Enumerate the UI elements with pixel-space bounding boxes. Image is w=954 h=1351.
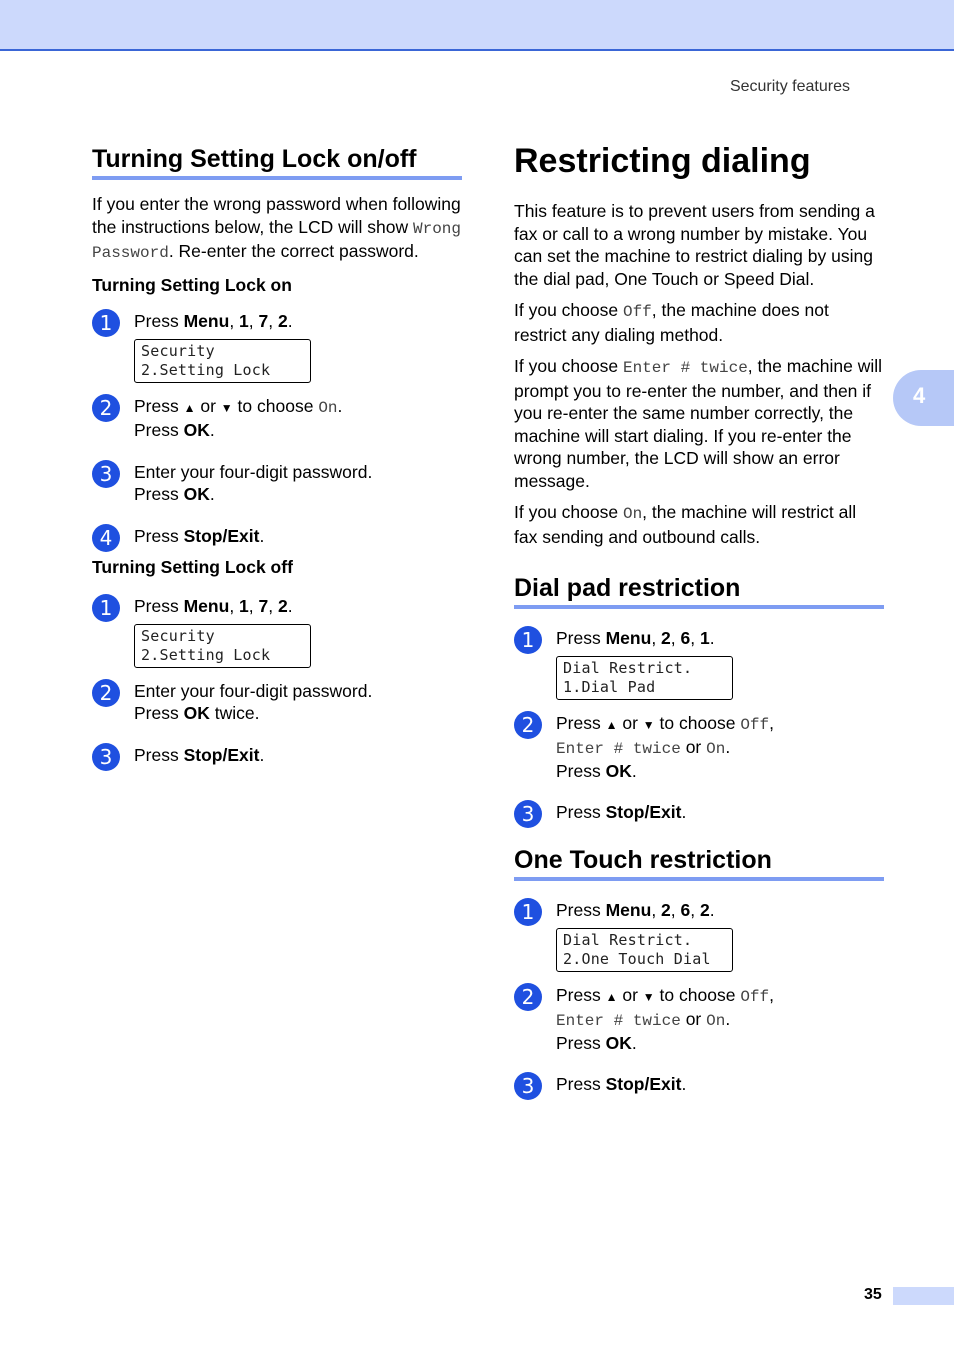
option-code: On: [706, 1012, 726, 1030]
ok-key: OK: [183, 702, 210, 723]
up-arrow-icon: ▲: [605, 990, 618, 1004]
stop-exit-key: Stop/Exit: [605, 1074, 682, 1094]
step-text: Press ▲ or ▼ to choose On.: [134, 395, 343, 417]
option-code: Enter # twice: [556, 740, 681, 758]
option-code: Off: [622, 303, 652, 321]
down-arrow-icon: ▼: [220, 400, 233, 415]
ok-key: OK: [605, 761, 632, 781]
step-dial-3: [514, 801, 884, 826]
step-number-badge: 1: [92, 594, 120, 622]
step-touch-2: [514, 984, 884, 1054]
step-number-badge: 3: [92, 460, 120, 488]
lcd-display: [134, 339, 311, 383]
top-header-bar: [0, 0, 954, 51]
step-text: Press Menu, 1, 7, 2.: [134, 595, 293, 616]
menu-key: Menu: [605, 900, 652, 920]
step-text-line-2: Press OK.: [134, 419, 215, 440]
step-text-line-2: Press OK twice.: [134, 702, 260, 723]
chapter-tab: [893, 370, 954, 426]
down-arrow-icon: ▼: [642, 718, 655, 732]
intro-code: Wrong Password: [92, 219, 461, 262]
step-text-line-3: Press OK.: [556, 761, 637, 781]
up-arrow-icon: ▲: [605, 718, 618, 732]
section-title-one-touch: One Touch restriction: [514, 844, 884, 881]
lcd-line-1: Security: [141, 341, 215, 360]
lcd-line-1: Dial Restrict.: [563, 931, 693, 949]
ok-key: OK: [183, 483, 210, 504]
option-code: On: [622, 505, 643, 523]
step-lock-on-3: [92, 461, 462, 505]
step-touch-1: [514, 899, 884, 972]
right-column: [514, 140, 884, 1098]
paragraph-purpose: This feature is to prevent users from sending a fax or call to a wrong number by mistake. You can set the machine to restrict dialing by using the dial pad, One Touch or Speed Dial.: [514, 201, 875, 289]
ok-key: OK: [605, 1033, 632, 1053]
option-code: On: [318, 398, 338, 417]
step-text: Press Stop/Exit.: [556, 802, 687, 822]
option-code: Off: [740, 988, 770, 1006]
step-number-badge: 4: [92, 524, 120, 552]
stop-exit-key: Stop/Exit: [605, 802, 682, 822]
step-dial-1: [514, 627, 884, 700]
step-text: Enter your four-digit password.: [134, 680, 373, 701]
intro-text-end: . Re-enter the correct password.: [168, 241, 419, 261]
subheading-lock-off: Turning Setting Lock off: [92, 556, 293, 577]
step-number-badge: 3: [514, 1072, 542, 1100]
step-text: Press ▲ or ▼ to choose Off,: [556, 985, 774, 1006]
step-text-line-2: Enter # twice or On.: [556, 1009, 731, 1030]
step-lock-on-4: [92, 525, 462, 550]
step-text-line-2: Enter # twice or On.: [556, 737, 731, 758]
stop-exit-key: Stop/Exit: [183, 744, 260, 765]
page-number: 35: [864, 1286, 882, 1303]
footer-bar: [893, 1287, 954, 1305]
lcd-line-2: 1.Dial Pad: [563, 678, 656, 696]
menu-key: Menu: [183, 595, 230, 616]
step-touch-3: [514, 1073, 884, 1098]
step-text: Press Menu, 2, 6, 2.: [556, 900, 715, 920]
lcd-display: [556, 656, 733, 700]
down-arrow-icon: ▼: [642, 990, 655, 1004]
left-column: [92, 143, 462, 769]
step-number-badge: 3: [92, 743, 120, 771]
step-lock-off-2: [92, 680, 462, 724]
ok-key: OK: [183, 419, 210, 440]
step-number-badge: 1: [92, 309, 120, 337]
lcd-line-1: Security: [141, 626, 215, 645]
menu-key: Menu: [183, 310, 230, 331]
step-lock-off-3: [92, 744, 462, 769]
step-lock-off-1: [92, 595, 462, 668]
option-code: On: [706, 740, 726, 758]
stop-exit-key: Stop/Exit: [183, 525, 260, 546]
step-dial-2: [514, 712, 884, 782]
step-text: Press Stop/Exit.: [556, 1074, 687, 1094]
lcd-line-1: Dial Restrict.: [563, 659, 693, 677]
paragraph-enter-twice: If you choose Enter # twice, the machine will prompt you to re-enter the number, and then if you re-enter the same number correctly, the machine will start dialing. If you re-enter the wrong number, the LCD will show an error message.: [514, 356, 883, 491]
section-title-dial-pad: Dial pad restriction: [514, 572, 884, 609]
menu-key: Menu: [605, 628, 652, 648]
step-number-badge: 3: [514, 800, 542, 828]
subheading-lock-on: Turning Setting Lock on: [92, 274, 292, 295]
up-arrow-icon: ▲: [183, 400, 196, 415]
lcd-display: [556, 928, 733, 972]
option-code: Enter # twice: [622, 359, 748, 377]
intro-paragraph: [92, 193, 462, 265]
step-number-badge: 2: [514, 983, 542, 1011]
section-title-setting-lock: Turning Setting Lock on/off: [92, 143, 462, 180]
step-number-badge: 1: [514, 626, 542, 654]
lcd-line-2: 2.One Touch Dial: [563, 950, 711, 968]
step-text: Press Menu, 1, 7, 2.: [134, 310, 293, 331]
step-text: Press Stop/Exit.: [134, 744, 265, 765]
step-text: Press Stop/Exit.: [134, 525, 265, 546]
intro-text: If you enter the wrong password when following the instructions below, the LCD will show: [92, 194, 461, 237]
step-text-line-2: Press OK.: [134, 483, 215, 504]
step-number-badge: 2: [92, 679, 120, 707]
running-title: Security features: [729, 78, 850, 95]
option-code: Off: [740, 716, 770, 734]
step-number-badge: 2: [514, 711, 542, 739]
option-code: Enter # twice: [556, 1012, 681, 1030]
lcd-display: [134, 624, 311, 668]
paragraph-on: If you choose On, the machine will restrict all fax sending and outbound calls.: [514, 502, 857, 547]
step-text-line-3: Press OK.: [556, 1033, 637, 1053]
lcd-line-2: 2.Setting Lock: [141, 645, 271, 664]
lcd-line-2: 2.Setting Lock: [141, 360, 271, 379]
step-lock-on-2: [92, 395, 462, 441]
chapter-number: 4: [913, 383, 926, 408]
step-number-badge: 1: [514, 898, 542, 926]
page-title: Restricting dialing: [514, 142, 811, 180]
step-text: Enter your four-digit password.: [134, 461, 373, 482]
paragraph-off: If you choose Off, the machine does not restrict any dialing method.: [514, 300, 829, 345]
step-text: Press ▲ or ▼ to choose Off,: [556, 713, 774, 734]
step-number-badge: 2: [92, 394, 120, 422]
step-text: Press Menu, 2, 6, 1.: [556, 628, 715, 648]
step-lock-on-1: [92, 310, 462, 383]
